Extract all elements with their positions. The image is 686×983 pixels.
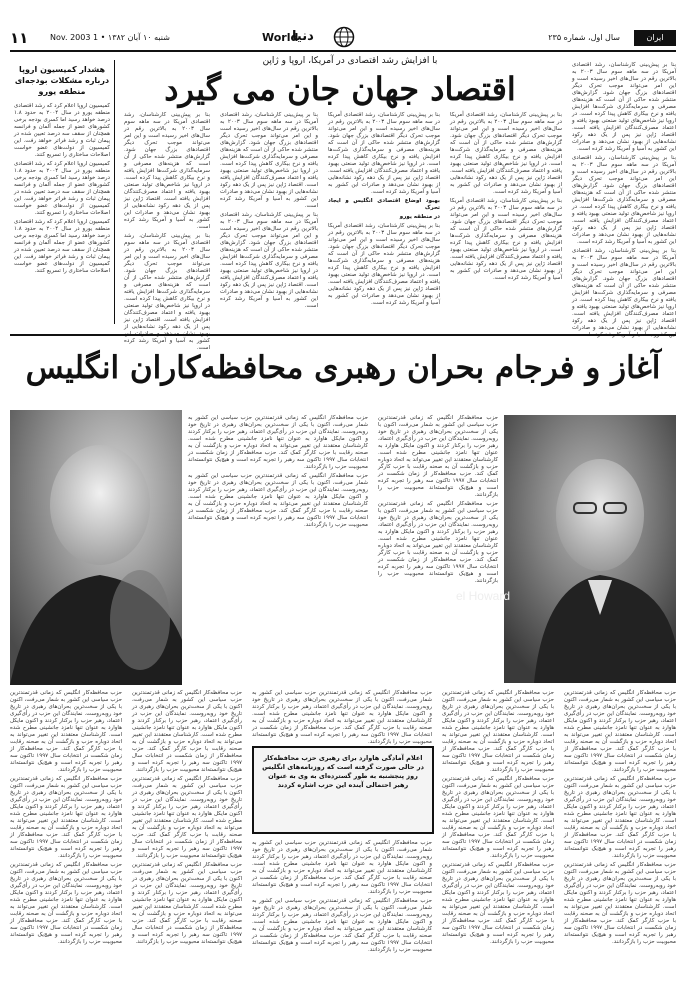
photo-backdrop-label: el Howard [455, 589, 510, 603]
story2-body-cont: حزب محافظه‌کار انگلیس که زمانی قدرتمندترین حزب سیاسی این کشور به شمار می‌رفت، اکنون با یکی از سخت‌ترین بحران‌های رهبری در تاریخ خود روبه‌روست. نمایندگان این حزب در رأی‌گیری اعتماد، رهبر حزب را برکنار کردند و اکنون مایکل هاوارد به عنوان تنها نامزد جانشینی مطرح شده است. کارشناسان معتقدند این تغییر می‌تواند به اتحاد دوباره حزب و بازگشت آن به صحنه رقابت با حزب کارگر کمک کند. حزب محافظه‌کار از زمان شکست در انتخابات سال ۱۹۹۷ تاکنون سه رهبر را تجربه کرده است و هیچ‌یک نتوانسته‌اند محبوبیت حزب را بازگردانند. [564, 690, 676, 773]
section-title-fa: دنیا [292, 29, 314, 44]
issue-number: سال اول، شماره ۲۳۵ [548, 33, 620, 42]
story2-column-1 [378, 415, 498, 683]
story2-column-5-bottom [252, 840, 432, 975]
story2-body-cont: حزب محافظه‌کار انگلیس که زمانی قدرتمندترین حزب سیاسی این کشور به شمار می‌رفت، اکنون با یکی از سخت‌ترین بحران‌های رهبری در تاریخ خود روبه‌روست. نمایندگان این حزب در رأی‌گیری اعتماد، رهبر حزب را برکنار کردند و اکنون مایکل هاوارد به عنوان تنها نامزد جانشینی مطرح شده است. کارشناسان معتقدند این تغییر می‌تواند به اتحاد دوباره حزب و بازگشت آن به صحنه رقابت با حزب کارگر کمک کند. حزب محافظه‌کار از زمان شکست در انتخابات سال ۱۹۹۷ تاکنون سه رهبر را تجربه کرده است و هیچ‌یک نتوانسته‌اند محبوبیت حزب را بازگردانند. [10, 862, 122, 945]
issue-date: شنبه ۱۰ آبان ۱۳۸۲ • 1 Nov. 2003 [50, 33, 170, 42]
story2-body-cont: حزب محافظه‌کار انگلیس که زمانی قدرتمندترین حزب سیاسی این کشور به شمار می‌رفت، اکنون با یکی از سخت‌ترین بحران‌های رهبری در تاریخ خود روبه‌روست. نمایندگان این حزب در رأی‌گیری اعتماد، رهبر حزب را برکنار کردند و اکنون مایکل هاوارد به عنوان تنها نامزد جانشینی مطرح شده است. کارشناسان معتقدند این تغییر می‌تواند به اتحاد دوباره حزب و بازگشت آن به صحنه رقابت با حزب کارگر کمک کند. حزب محافظه‌کار از زمان شکست در انتخابات سال ۱۹۹۷ تاکنون سه رهبر را تجربه کرده است و هیچ‌یک نتوانسته‌اند محبوبیت حزب را بازگردانند. [252, 898, 432, 953]
story2-body-cont: حزب محافظه‌کار انگلیس که زمانی قدرتمندترین حزب سیاسی این کشور به شمار می‌رفت، اکنون با یکی از سخت‌ترین بحران‌های رهبری در تاریخ خود روبه‌روست. نمایندگان این حزب در رأی‌گیری اعتماد، رهبر حزب را برکنار کردند و اکنون مایکل هاوارد به عنوان تنها نامزد جانشینی مطرح شده است. کارشناسان معتقدند این تغییر می‌تواند به اتحاد دوباره حزب و بازگشت آن به صحنه رقابت با حزب کارگر کمک کند. حزب محافظه‌کار از زمان شکست در انتخابات سال ۱۹۹۷ تاکنون سه رهبر را تجربه کرده است و هیچ‌یک نتوانسته‌اند محبوبیت حزب را بازگردانند. [378, 501, 498, 584]
story2-body-cont: حزب محافظه‌کار انگلیس که زمانی قدرتمندترین حزب سیاسی این کشور به شمار می‌رفت، اکنون با یکی از سخت‌ترین بحران‌های رهبری در تاریخ خود روبه‌روست. نمایندگان این حزب در رأی‌گیری اعتماد، رهبر حزب را برکنار کردند و اکنون مایکل هاوارد به عنوان تنها نامزد جانشینی مطرح شده است. کارشناسان معتقدند این تغییر می‌تواند به اتحاد دوباره حزب و بازگشت آن به صحنه رقابت با حزب کارگر کمک کند. حزب محافظه‌کار از زمان شکست در انتخابات سال ۱۹۹۷ تاکنون سه رهبر را تجربه کرده است و هیچ‌یک نتوانسته‌اند محبوبیت حزب را بازگردانند. [188, 415, 368, 470]
story1-column-4 [220, 112, 318, 324]
story2-column-7 [10, 690, 122, 975]
story1-column-2 [450, 112, 562, 324]
newspaper-logo: ایران [634, 30, 676, 46]
story1-subheading-2: در منطقه یورو [399, 214, 440, 220]
story1-body-cont: بنا بر پیش‌بینی کارشناسان، رشد اقتصادی آمریکا در سه ماهه سوم سال ۲۰۰۳ به بالاترین رقم در سال‌های اخیر رسیده است و این امر می‌تواند موجب تحرک دیگر اقتصادهای بزرگ جهان شود. گزارش‌های منتشر شده حاکی از آن است که هزینه‌های مصرفی و سرمایه‌گذاری شرکت‌ها افزایش یافته و نرخ بیکاری کاهش پیدا کرده است. در اروپا نیز شاخص‌های تولید صنعتی بهبود یافته و اعتماد مصرف‌کنندگان افزایش یافته است. اقتصاد ژاپن نیز پس از یک دهه رکود نشانه‌هایی از بهبود نشان می‌دهد و صادرات این کشور به آسیا و آمریکا رشد کرده است. [572, 155, 676, 245]
story1-body-cont: بنا بر پیش‌بینی کارشناسان، رشد اقتصادی آمریکا در سه ماهه سوم سال ۲۰۰۳ به بالاترین رقم در سال‌های اخیر رسیده است و این امر می‌تواند موجب تحرک دیگر اقتصادهای بزرگ جهان شود. گزارش‌های منتشر شده حاکی از آن است که هزینه‌های مصرفی و سرمایه‌گذاری شرکت‌ها افزایش یافته و نرخ بیکاری کاهش پیدا کرده است. در اروپا نیز شاخص‌های تولید صنعتی بهبود یافته و اعتماد مصرف‌کنندگان افزایش یافته است. اقتصاد ژاپن نیز پس از یک دهه رکود نشانه‌هایی از بهبود نشان می‌دهد و صادرات این کشور به آسیا و آمریکا رشد کرده است. [450, 198, 562, 281]
story1-body-cont: بنا بر پیش‌بینی کارشناسان، رشد اقتصادی آمریکا در سه ماهه سوم سال ۲۰۰۳ به بالاترین رقم در سال‌های اخیر رسیده است و این امر می‌تواند موجب تحرک دیگر اقتصادهای بزرگ جهان شود. گزارش‌های منتشر شده حاکی از آن است که هزینه‌های مصرفی و سرمایه‌گذاری شرکت‌ها افزایش یافته و نرخ بیکاری کاهش پیدا کرده است. در اروپا نیز شاخص‌های تولید صنعتی بهبود یافته و اعتماد مصرف‌کنندگان افزایش یافته است. اقتصاد ژاپن نیز پس از یک دهه رکود نشانه‌هایی از بهبود نشان می‌دهد و صادرات این کشور به آسیا و آمریکا رشد کرده است. [328, 223, 440, 306]
story1-body-cont: بنا بر پیش‌بینی کارشناسان، رشد اقتصادی آمریکا در سه ماهه سوم سال ۲۰۰۳ به بالاترین رقم در سال‌های اخیر رسیده است و این امر می‌تواند موجب تحرک دیگر اقتصادهای بزرگ جهان شود. گزارش‌های منتشر شده حاکی از آن است که هزینه‌های مصرفی و سرمایه‌گذاری شرکت‌ها افزایش یافته و نرخ بیکاری کاهش پیدا کرده است. در اروپا نیز شاخص‌های تولید صنعتی بهبود یافته و اعتماد مصرف‌کنندگان افزایش یافته است. اقتصاد ژاپن نیز پس از یک دهه رکود نشانه‌هایی از بهبود نشان می‌دهد و صادرات این کشور به آسیا و آمریکا رشد کرده است. [450, 112, 562, 195]
story2-body-cont: حزب محافظه‌کار انگلیس که زمانی قدرتمندترین حزب سیاسی این کشور به شمار می‌رفت، اکنون با یکی از سخت‌ترین بحران‌های رهبری در تاریخ خود روبه‌روست. نمایندگان این حزب در رأی‌گیری اعتماد، رهبر حزب را برکنار کردند و اکنون مایکل هاوارد به عنوان تنها نامزد جانشینی مطرح شده است. کارشناسان معتقدند این تغییر می‌تواند به اتحاد دوباره حزب و بازگشت آن به صحنه رقابت با حزب کارگر کمک کند. حزب محافظه‌کار از زمان شکست در انتخابات سال ۱۹۹۷ تاکنون سه رهبر را تجربه کرده است و هیچ‌یک نتوانسته‌اند محبوبیت حزب را بازگردانند. [10, 690, 122, 773]
story2-body-cont: حزب محافظه‌کار انگلیس که زمانی قدرتمندترین حزب سیاسی این کشور به شمار می‌رفت، اکنون با یکی از سخت‌ترین بحران‌های رهبری در تاریخ خود روبه‌روست. نمایندگان این حزب در رأی‌گیری اعتماد، رهبر حزب را برکنار کردند و اکنون مایکل هاوارد به عنوان تنها نامزد جانشینی مطرح شده است. کارشناسان معتقدند این تغییر می‌تواند به اتحاد دوباره حزب و بازگشت آن به صحنه رقابت با حزب کارگر کمک کند. حزب محافظه‌کار از زمان شکست در انتخابات سال ۱۹۹۷ تاکنون سه رهبر را تجربه کرده است و هیچ‌یک نتوانسته‌اند محبوبیت حزب را بازگردانند. [564, 862, 676, 945]
story2-headline: آغاز و فرجام بحران رهبری محافظه‌کاران انگلیس [25, 350, 661, 386]
story1-kicker: با افزایش رشد اقتصادی در آمریکا، اروپا و ژاپن [262, 56, 438, 66]
section-divider [10, 334, 676, 336]
story2-column-5-top [252, 690, 432, 745]
story2-body-cont: حزب محافظه‌کار انگلیس که زمانی قدرتمندترین حزب سیاسی این کشور به شمار می‌رفت، اکنون با یکی از سخت‌ترین بحران‌های رهبری در تاریخ خود روبه‌روست. نمایندگان این حزب در رأی‌گیری اعتماد، رهبر حزب را برکنار کردند و اکنون مایکل هاوارد به عنوان تنها نامزد جانشینی مطرح شده است. کارشناسان معتقدند این تغییر می‌تواند به اتحاد دوباره حزب و بازگشت آن به صحنه رقابت با حزب کارگر کمک کند. حزب محافظه‌کار از زمان شکست در انتخابات سال ۱۹۹۷ تاکنون سه رهبر را تجربه کرده است و هیچ‌یک نتوانسته‌اند محبوبیت حزب را بازگردانند. [132, 862, 242, 945]
story2-body-cont: حزب محافظه‌کار انگلیس که زمانی قدرتمندترین حزب سیاسی این کشور به شمار می‌رفت، اکنون با یکی از سخت‌ترین بحران‌های رهبری در تاریخ خود روبه‌روست. نمایندگان این حزب در رأی‌گیری اعتماد، رهبر حزب را برکنار کردند و اکنون مایکل هاوارد به عنوان تنها نامزد جانشینی مطرح شده است. کارشناسان معتقدند این تغییر می‌تواند به اتحاد دوباره حزب و بازگشت آن به صحنه رقابت با حزب کارگر کمک کند. حزب محافظه‌کار از زمان شکست در انتخابات سال ۱۹۹۷ تاکنون سه رهبر را تجربه کرده است و هیچ‌یک نتوانسته‌اند محبوبیت حزب را بازگردانند. [442, 776, 554, 859]
masthead [10, 28, 676, 52]
story2-body-cont: حزب محافظه‌کار انگلیس که زمانی قدرتمندترین حزب سیاسی این کشور به شمار می‌رفت، اکنون با یکی از سخت‌ترین بحران‌های رهبری در تاریخ خود روبه‌روست. نمایندگان این حزب در رأی‌گیری اعتماد، رهبر حزب را برکنار کردند و اکنون مایکل هاوارد به عنوان تنها نامزد جانشینی مطرح شده است. کارشناسان معتقدند این تغییر می‌تواند به اتحاد دوباره حزب و بازگشت آن به صحنه رقابت با حزب کارگر کمک کند. حزب محافظه‌کار از زمان شکست در انتخابات سال ۱۹۹۷ تاکنون سه رهبر را تجربه کرده است و هیچ‌یک نتوانسته‌اند محبوبیت حزب را بازگردانند. [252, 690, 432, 745]
story2-column-6 [132, 690, 242, 975]
section-title-en: World [262, 31, 299, 44]
globe-icon [333, 26, 355, 48]
story2-body-cont: حزب محافظه‌کار انگلیس که زمانی قدرتمندترین حزب سیاسی این کشور به شمار می‌رفت، اکنون با یکی از سخت‌ترین بحران‌های رهبری در تاریخ خود روبه‌روست. نمایندگان این حزب در رأی‌گیری اعتماد، رهبر حزب را برکنار کردند و اکنون مایکل هاوارد به عنوان تنها نامزد جانشینی مطرح شده است. کارشناسان معتقدند این تغییر می‌تواند به اتحاد دوباره حزب و بازگشت آن به صحنه رقابت با حزب کارگر کمک کند. حزب محافظه‌کار از زمان شکست در انتخابات سال ۱۹۹۷ تاکنون سه رهبر را تجربه کرده است و هیچ‌یک نتوانسته‌اند محبوبیت حزب را بازگردانند. [188, 473, 368, 528]
sidebar-body-cont: کمیسیون اروپا اعلام کرد که رشد اقتصادی منطقه یورو در سال ۲۰۰۴ به حدود ۱.۸ درصد خواهد رسید اما کسری بودجه برخی کشورهای عضو از جمله آلمان و فرانسه همچنان از سقف سه درصد تعیین شده در پیمان ثبات و رشد فراتر خواهد رفت. این کمیسیون از دولت‌های عضو خواست اصلاحات ساختاری را تسریع کنند. [14, 219, 110, 274]
story2-body-cont: حزب محافظه‌کار انگلیس که زمانی قدرتمندترین حزب سیاسی این کشور به شمار می‌رفت، اکنون با یکی از سخت‌ترین بحران‌های رهبری در تاریخ خود روبه‌روست. نمایندگان این حزب در رأی‌گیری اعتماد، رهبر حزب را برکنار کردند و اکنون مایکل هاوارد به عنوان تنها نامزد جانشینی مطرح شده است. کارشناسان معتقدند این تغییر می‌تواند به اتحاد دوباره حزب و بازگشت آن به صحنه رقابت با حزب کارگر کمک کند. حزب محافظه‌کار از زمان شکست در انتخابات سال ۱۹۹۷ تاکنون سه رهبر را تجربه کرده است و هیچ‌یک نتوانسته‌اند محبوبیت حزب را بازگردانند. [132, 690, 242, 773]
story2-body-cont: حزب محافظه‌کار انگلیس که زمانی قدرتمندترین حزب سیاسی این کشور به شمار می‌رفت، اکنون با یکی از سخت‌ترین بحران‌های رهبری در تاریخ خود روبه‌روست. نمایندگان این حزب در رأی‌گیری اعتماد، رهبر حزب را برکنار کردند و اکنون مایکل هاوارد به عنوان تنها نامزد جانشینی مطرح شده است. کارشناسان معتقدند این تغییر می‌تواند به اتحاد دوباره حزب و بازگشت آن به صحنه رقابت با حزب کارگر کمک کند. حزب محافظه‌کار از زمان شکست در انتخابات سال ۱۹۹۷ تاکنون سه رهبر را تجربه کرده است و هیچ‌یک نتوانسته‌اند محبوبیت حزب را بازگردانند. [252, 840, 432, 895]
story1-subheading-1: بهبود اوضاع اقتصادی انگلیس و ایجاد تحرک [328, 198, 440, 211]
story2-body-cont: حزب محافظه‌کار انگلیس که زمانی قدرتمندترین حزب سیاسی این کشور به شمار می‌رفت، اکنون با یکی از سخت‌ترین بحران‌های رهبری در تاریخ خود روبه‌روست. نمایندگان این حزب در رأی‌گیری اعتماد، رهبر حزب را برکنار کردند و اکنون مایکل هاوارد به عنوان تنها نامزد جانشینی مطرح شده است. کارشناسان معتقدند این تغییر می‌تواند به اتحاد دوباره حزب و بازگشت آن به صحنه رقابت با حزب کارگر کمک کند. حزب محافظه‌کار از زمان شکست در انتخابات سال ۱۹۹۷ تاکنون سه رهبر را تجربه کرده است و هیچ‌یک نتوانسته‌اند محبوبیت حزب را بازگردانند. [442, 690, 554, 773]
story1-body-cont: بنا بر پیش‌بینی کارشناسان، رشد اقتصادی آمریکا در سه ماهه سوم سال ۲۰۰۳ به بالاترین رقم در سال‌های اخیر رسیده است و این امر می‌تواند موجب تحرک دیگر اقتصادهای بزرگ جهان شود. گزارش‌های منتشر شده حاکی از آن است که هزینه‌های مصرفی و سرمایه‌گذاری شرکت‌ها افزایش یافته و نرخ بیکاری کاهش پیدا کرده است. در اروپا نیز شاخص‌های تولید صنعتی بهبود یافته و اعتماد مصرف‌کنندگان افزایش یافته است. اقتصاد ژاپن نیز پس از یک دهه رکود نشانه‌هایی از بهبود نشان می‌دهد و صادرات این کشور به آسیا و آمریکا رشد کرده است. [220, 212, 319, 309]
story2-pullquote: اعلام آمادگی هاوارد برای رهبری حزب محافظه‌کار در حالی صورت گرفته است که روزنامه‌های انگلیس روز پنجشنبه به طور گسترده‌ای به وی به عنوان رهبر احتمالی آینده این حزب اشاره کردند [252, 746, 434, 834]
story2-body-cont: حزب محافظه‌کار انگلیس که زمانی قدرتمندترین حزب سیاسی این کشور به شمار می‌رفت، اکنون با یکی از سخت‌ترین بحران‌های رهبری در تاریخ خود روبه‌روست. نمایندگان این حزب در رأی‌گیری اعتماد، رهبر حزب را برکنار کردند و اکنون مایکل هاوارد به عنوان تنها نامزد جانشینی مطرح شده است. کارشناسان معتقدند این تغییر می‌تواند به اتحاد دوباره حزب و بازگشت آن به صحنه رقابت با حزب کارگر کمک کند. حزب محافظه‌کار از زمان شکست در انتخابات سال ۱۹۹۷ تاکنون سه رهبر را تجربه کرده است و هیچ‌یک نتوانسته‌اند محبوبیت حزب را بازگردانند. [564, 776, 676, 859]
photo-portrait-left [10, 410, 182, 685]
story1-column-1 [572, 62, 676, 331]
story1-body-cont: بنا بر پیش‌بینی کارشناسان، رشد اقتصادی آمریکا در سه ماهه سوم سال ۲۰۰۳ به بالاترین رقم در سال‌های اخیر رسیده است و این امر می‌تواند موجب تحرک دیگر اقتصادهای بزرگ جهان شود. گزارش‌های منتشر شده حاکی از آن است که هزینه‌های مصرفی و سرمایه‌گذاری شرکت‌ها افزایش یافته و نرخ بیکاری کاهش پیدا کرده است. در اروپا نیز شاخص‌های تولید صنعتی بهبود یافته و اعتماد مصرف‌کنندگان افزایش یافته است. اقتصاد ژاپن نیز پس از یک دهه رکود نشانه‌هایی از بهبود نشان می‌دهد و صادرات [572, 248, 676, 331]
page-number: ۱۱ [10, 29, 29, 47]
story2-column-3 [564, 690, 676, 975]
story1-column-5 [124, 112, 210, 351]
story1-body-cont: بنا بر پیش‌بینی کارشناسان، رشد اقتصادی آمریکا در سه ماهه سوم سال ۲۰۰۳ به بالاترین رقم در سال‌های اخیر رسیده است و این امر می‌تواند موجب تحرک دیگر اقتصادهای بزرگ جهان شود. گزارش‌های منتشر شده حاکی از آن است که هزینه‌های مصرفی و سرمایه‌گذاری شرکت‌ها افزایش یافته و نرخ بیکاری کاهش پیدا کرده است. در اروپا نیز شاخص‌های تولید صنعتی بهبود یافته و اعتماد مصرف‌کنندگان افزایش یافته است. اقتصاد ژاپن نیز پس از یک دهه رکود نشانه‌هایی از بهبود نشان می‌دهد و صادرات این کشور به آسیا و آمریکا رشد کرده است. [124, 112, 210, 230]
sidebar-body: کمیسیون اروپا اعلام کرد که رشد اقتصادی منطقه یورو در سال ۲۰۰۴ به حدود ۱.۸ درصد خواهد رسید اما کسری بودجه برخی کشورهای عضو از جمله آلمان و فرانسه همچنان از سقف سه درصد تعیین شده در پیمان ثبات و رشد فراتر خواهد رفت. این کمیسیون از دولت‌های عضو خواست اصلاحات ساختاری را تسریع کنند. [14, 103, 110, 158]
story2-body-cont: حزب محافظه‌کار انگلیس که زمانی قدرتمندترین حزب سیاسی این کشور به شمار می‌رفت، اکنون با یکی از سخت‌ترین بحران‌های رهبری در تاریخ خود روبه‌روست. نمایندگان این حزب در رأی‌گیری اعتماد، رهبر حزب را برکنار کردند و اکنون مایکل هاوارد به عنوان تنها نامزد جانشینی مطرح شده است. کارشناسان معتقدند این تغییر می‌تواند به اتحاد دوباره حزب و بازگشت آن به صحنه رقابت با حزب کارگر کمک کند. حزب محافظه‌کار از زمان شکست در انتخابات سال ۱۹۹۷ تاکنون سه رهبر را تجربه کرده است و هیچ‌یک نتوانسته‌اند محبوبیت حزب را بازگردانند. [10, 776, 122, 859]
story1-body-cont: بنا بر پیش‌بینی کارشناسان، رشد اقتصادی آمریکا در سه ماهه سوم سال ۲۰۰۳ به بالاترین رقم در سال‌های اخیر رسیده است و این امر می‌تواند موجب تحرک دیگر اقتصادهای بزرگ جهان شود. گزارش‌های منتشر شده حاکی از آن است که هزینه‌های مصرفی و سرمایه‌گذاری شرکت‌ها افزایش یافته و نرخ بیکاری کاهش پیدا کرده است. در اروپا نیز شاخص‌های تولید صنعتی بهبود یافته و اعتماد مصرف‌کنندگان افزایش یافته است. اقتصاد ژاپن نیز پس از یک دهه رکود نشانه‌هایی از بهبود نشان می‌دهد و صادرات این کشور به آسیا و آمریکا رشد کرده است. [328, 112, 440, 195]
story1-column-3 [328, 112, 440, 324]
story2-column-4 [442, 690, 554, 975]
story1-body-cont: بنا بر پیش‌بینی کارشناسان، رشد اقتصادی آمریکا در سه ماهه سوم سال ۲۰۰۳ به بالاترین رقم در سال‌های اخیر رسیده است و این امر می‌تواند موجب تحرک دیگر اقتصادهای بزرگ جهان شود. گزارش‌های منتشر شده حاکی از آن است که هزینه‌های مصرفی و سرمایه‌گذاری شرکت‌ها افزایش یافته و نرخ بیکاری کاهش پیدا کرده است. در اروپا نیز شاخص‌های تولید صنعتی بهبود یافته و اعتماد مصرف‌کنندگان افزایش یافته است. اقتصاد ژاپن نیز پس از یک دهه رکود نشانه‌هایی از بهبود نشان می‌دهد و صادرات این کشور به آسیا و آمریکا رشد کرده است. [220, 112, 319, 209]
story2-column-2 [188, 415, 368, 683]
photo-michael-howard [455, 415, 676, 683]
story2-body-cont: حزب محافظه‌کار انگلیس که زمانی قدرتمندترین حزب سیاسی این کشور به شمار می‌رفت، اکنون با یکی از سخت‌ترین بحران‌های رهبری در تاریخ خود روبه‌روست. نمایندگان این حزب در رأی‌گیری اعتماد، رهبر حزب را برکنار کردند و اکنون مایکل هاوارد به عنوان تنها نامزد جانشینی مطرح شده است. کارشناسان معتقدند این تغییر می‌تواند به اتحاد دوباره حزب و بازگشت آن به صحنه رقابت با حزب کارگر کمک کند. حزب محافظه‌کار از زمان شکست در انتخابات سال ۱۹۹۷ تاکنون سه رهبر را تجربه کرده است و هیچ‌یک نتوانسته‌اند محبوبیت حزب را بازگردانند. [132, 776, 242, 859]
story1-headline: اقتصاد جهان جان می گیرد [164, 70, 516, 108]
sidebar-body-wrap [14, 103, 110, 333]
story2-body-cont: حزب محافظه‌کار انگلیس که زمانی قدرتمندترین حزب سیاسی این کشور به شمار می‌رفت، اکنون با یکی از سخت‌ترین بحران‌های رهبری در تاریخ خود روبه‌روست. نمایندگان این حزب در رأی‌گیری اعتماد، رهبر حزب را برکنار کردند و اکنون مایکل هاوارد به عنوان تنها نامزد جانشینی مطرح شده است. کارشناسان معتقدند این تغییر می‌تواند به اتحاد دوباره حزب و بازگشت آن به صحنه رقابت با حزب کارگر کمک کند. حزب محافظه‌کار از زمان شکست در انتخابات سال ۱۹۹۷ تاکنون سه رهبر را تجربه کرده است و هیچ‌یک نتوانسته‌اند محبوبیت حزب را بازگردانند. [442, 862, 554, 945]
story1-body-cont: بنا بر پیش‌بینی کارشناسان، رشد اقتصادی آمریکا در سه ماهه سوم سال ۲۰۰۳ به بالاترین رقم در سال‌های اخیر رسیده است و این امر می‌تواند موجب تحرک دیگر اقتصادهای بزرگ جهان شود. گزارش‌های منتشر شده حاکی از آن است که هزینه‌های مصرفی و سرمایه‌گذاری شرکت‌ها افزایش یافته و نرخ بیکاری کاهش پیدا کرده است. در اروپا نیز شاخص‌های تولید صنعتی بهبود یافته و اعتماد مصرف‌کنندگان افزایش یافته است. اقتصاد ژاپن نیز پس از یک دهه رکود نشانه‌هایی از کشور به آسیا و آمریکا رشد کرده است. [124, 233, 210, 351]
sidebar-title: هشدار کمیسیون اروپا درباره مشکلات بودجه‌ای منطقه یورو [14, 65, 110, 96]
story1-body: بنا بر پیش‌بینی کارشناسان، رشد اقتصادی آمریکا در سه ماهه سوم سال ۲۰۰۳ به بالاترین رقم در سال‌های اخیر رسیده است و این امر می‌تواند موجب تحرک دیگر اقتصادهای بزرگ جهان شود. گزارش‌های منتشر شده حاکی از آن است که هزینه‌های مصرفی و سرمایه‌گذاری شرکت‌ها افزایش یافته و نرخ بیکاری کاهش پیدا کرده است. در اروپا نیز شاخص‌های تولید صنعتی بهبود یافته و اعتماد مصرف‌کنندگان افزایش یافته است. اقتصاد ژاپن نیز پس از یک دهه رکود نشانه‌هایی از بهبود نشان می‌دهد و صادرات این کشور به آسیا و آمریکا رشد کرده است. [572, 62, 676, 152]
sidebar-news-box [10, 60, 115, 324]
sidebar-body-cont: کمیسیون اروپا اعلام کرد که رشد اقتصادی منطقه یورو در سال ۲۰۰۴ به حدود ۱.۸ درصد خواهد رسید اما کسری بودجه برخی کشورهای عضو از جمله آلمان و فرانسه همچنان از سقف سه درصد تعیین شده در پیمان ثبات و رشد فراتر خواهد رفت. این کمیسیون از دولت‌های عضو خواست اصلاحات ساختاری را تسریع کنند. [14, 161, 110, 216]
story2-body: حزب محافظه‌کار انگلیس که زمانی قدرتمندترین حزب سیاسی این کشور به شمار می‌رفت، اکنون با یکی از سخت‌ترین بحران‌های رهبری در تاریخ خود روبه‌روست. نمایندگان این حزب در رأی‌گیری اعتماد، رهبر حزب را برکنار کردند و اکنون مایکل هاوارد به عنوان تنها نامزد جانشینی مطرح شده است. کارشناسان معتقدند این تغییر می‌تواند به اتحاد دوباره حزب و بازگشت آن به صحنه رقابت با حزب کارگر کمک کند. حزب محافظه‌کار از زمان شکست در انتخابات سال ۱۹۹۷ تاکنون سه رهبر را تجربه کرده است و هیچ‌یک نتوانسته‌اند محبوبیت حزب را بازگردانند. [378, 415, 498, 498]
